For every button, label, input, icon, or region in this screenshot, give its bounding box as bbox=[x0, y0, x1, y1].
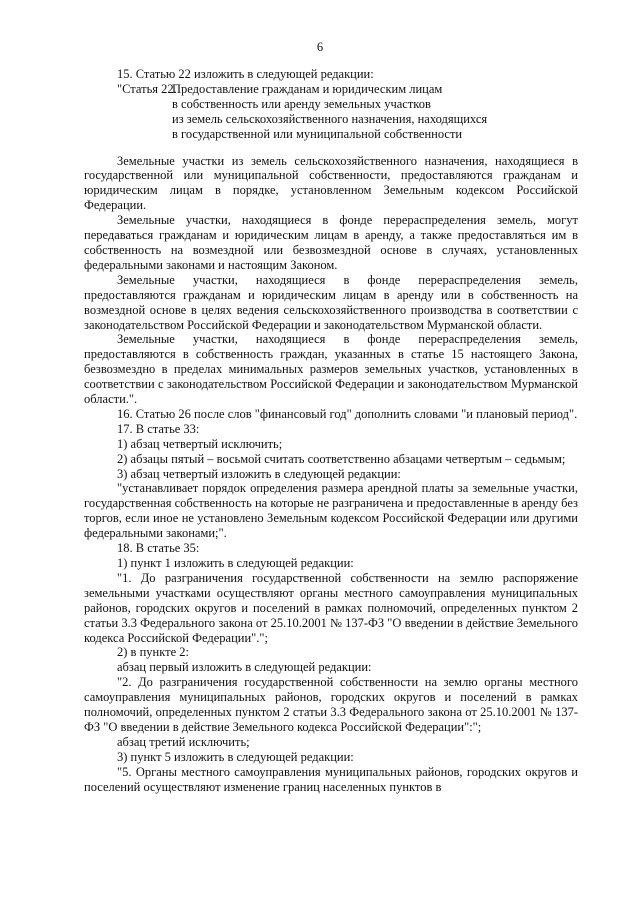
amendment-18-quote: "5. Органы местного самоуправления муниципальных районов, городских округов и поселений осуществляют изменение границ населенных пунктов в bbox=[84, 764, 578, 794]
amendment-18-item: 3) пункт 5 изложить в следующей редакции: bbox=[117, 749, 354, 764]
document-body bbox=[84, 67, 578, 795]
amendment-18: 18. В статье 35: bbox=[117, 541, 200, 556]
article-paragraph: Земельные участки из земель сельскохозяйственного назначения, находящиеся в государственной или муниципальной собственности, предоставляются гражданам и юридическим лицам в порядке, установленном Земельным кодексом Российской Федерации. bbox=[84, 153, 578, 213]
amendment-17: 17. В статье 33: bbox=[117, 421, 200, 436]
amendment-18-item: абзац первый изложить в следующей редакции: bbox=[117, 660, 372, 675]
page-number: 6 bbox=[316, 40, 324, 54]
article-22-label: "Статья 22. bbox=[117, 81, 177, 96]
article-paragraph: Земельные участки, находящиеся в фонде перераспределения земель, предоставляются в собственность граждан, указанных в статье 15 настоящего Закона, безвозмездно в пределах минимальных размеров земельных участков, установленных в соответствии с законодательством Российской Федерации и законодательством Мурманской области.". bbox=[84, 332, 578, 407]
article-title-line: Предоставление гражданам и юридическим лицам bbox=[172, 81, 443, 96]
amendment-18-quote: "1. До разграничения государственной собственности на землю распоряжение земельными участками осуществляют органы местного самоуправления муниципальных районов, городских округов и поселений в рамках полномочий, определенных пунктом 2 статьи 3.3 Федерального закона от 25.10.2001 № 137-ФЗ "О введении в действие Земельного кодекса Российской Федерации"."; bbox=[84, 570, 578, 645]
amendment-16: 16. Статью 26 после слов "финансовый год" дополнить словами "и плановый период". bbox=[117, 406, 578, 421]
amendment-17-item: 1) абзац четвертый исключить; bbox=[117, 436, 283, 451]
amendment-17-item: 2) абзацы пятый – восьмой считать соответственно абзацами четвертым – седьмым; bbox=[117, 451, 566, 466]
article-22-heading bbox=[84, 82, 578, 142]
amendment-15: 15. Статью 22 изложить в следующей редакции: bbox=[117, 67, 374, 81]
amendment-18-quote: "2. До разграничения государственной собственности на землю органы местного самоуправления муниципальных районов, городских округов и поселений в рамках полномочий, определенных пунктом 2 статьи 3.3 Федерального закона от 25.10.2001 № 137-ФЗ "О введении в действие Земельного кодекса Российской Федерации":"; bbox=[84, 675, 578, 734]
article-title-line: в собственность или аренду земельных участков bbox=[172, 96, 431, 111]
amendment-17-item: 3) абзац четвертый изложить в следующей редакции: bbox=[117, 466, 401, 481]
amendment-18-item: абзац третий исключить; bbox=[117, 734, 250, 749]
article-paragraph: Земельные участки, находящиеся в фонде перераспределения земель, предоставляются гражданам и юридическим лицам в аренду или в собственность на возмездной основе в целях ведения сельскохозяйственного производства в соответствии с законодательством Российской Федерации и законодательством Мурманской области. bbox=[84, 272, 578, 332]
article-title-line: в государственной или муниципальной собственности bbox=[172, 126, 463, 141]
article-paragraph: Земельные участки, находящиеся в фонде перераспределения земель, могут передаваться гражданам и юридическим лицам в аренду, а также предоставляться им в собственность на возмездной или безвозмездной основе в случаях, установленных федеральными законами и настоящим Законом. bbox=[84, 213, 578, 272]
article-title-line: из земель сельскохозяйственного назначения, находящихся bbox=[172, 111, 488, 126]
article-22-title bbox=[172, 82, 578, 142]
amendment-18-item: 1) пункт 1 изложить в следующей редакции: bbox=[117, 556, 354, 570]
amendment-17-quote: "устанавливает порядок определения размера арендной платы за земельные участки, государственная собственность на которые не разграничена и предоставленные в аренду без торгов, если иное не установлено Земельным кодексом Российской Федерации или другими федеральными законами;". bbox=[84, 481, 578, 541]
amendment-18-item: 2) в пункте 2: bbox=[117, 645, 189, 660]
